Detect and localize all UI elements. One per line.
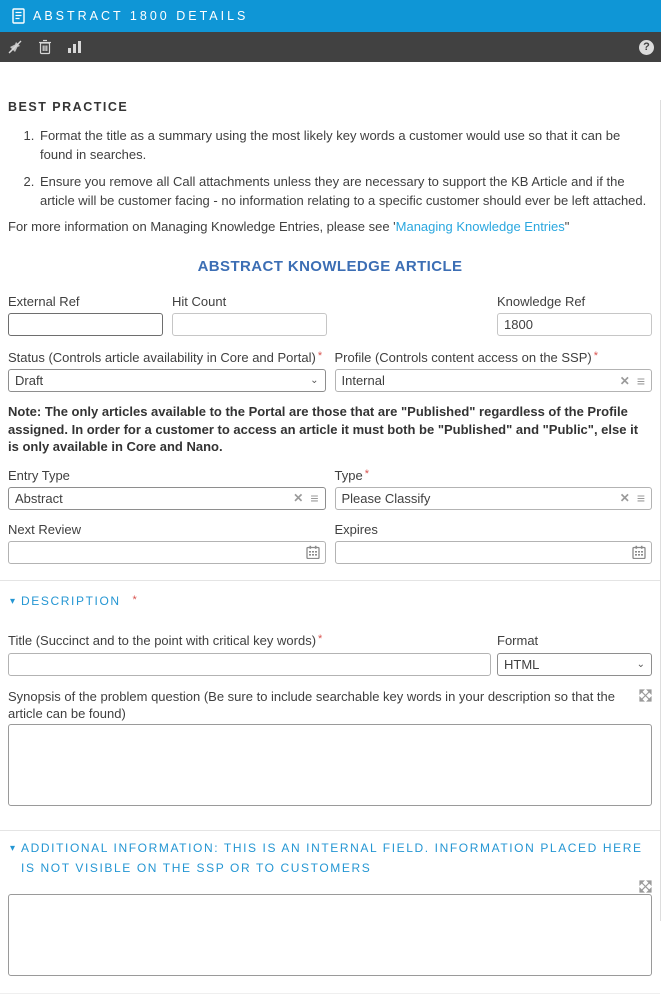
- profile-value: Internal: [341, 373, 385, 389]
- type-label: Type *: [334, 467, 369, 483]
- panel-titlebar: [0, 0, 661, 32]
- format-select[interactable]: [497, 653, 652, 676]
- required-mark: *: [364, 467, 369, 480]
- expires-input[interactable]: [335, 541, 653, 564]
- hit-count-input[interactable]: [172, 313, 327, 336]
- type-select[interactable]: [335, 487, 653, 510]
- portal-note: Note: The only articles available to the Portal are those that are "Published" regardless of the Profile assigned. In order for a customer to access an article it must both be "Published" and "Public", else it is only available in Core and Nano.: [8, 404, 639, 455]
- section-divider: [0, 830, 660, 831]
- next-review-label: Next Review: [8, 521, 81, 537]
- expand-icon[interactable]: [639, 689, 652, 702]
- best-practice-list: [38, 127, 652, 210]
- more-info-suffix: ": [564, 219, 570, 235]
- document-icon: [12, 8, 25, 24]
- format-value: HTML: [504, 656, 540, 672]
- required-mark: *: [593, 349, 599, 362]
- status-label: Status (Controls article availability in Core and Portal) *: [8, 349, 323, 365]
- status-select[interactable]: [8, 369, 326, 392]
- entry-type-select[interactable]: [8, 487, 326, 510]
- list-picker-icon[interactable]: ≡: [636, 372, 645, 389]
- required-mark: *: [132, 594, 139, 607]
- clear-icon[interactable]: ✕: [293, 491, 304, 506]
- entry-type-label: Entry Type: [8, 467, 70, 483]
- title-input[interactable]: [8, 653, 491, 676]
- article-heading: ABSTRACT KNOWLEDGE ARTICLE: [197, 257, 463, 275]
- required-mark: *: [317, 349, 323, 362]
- panel-title: ABSTRACT 1800 DETAILS: [33, 9, 249, 23]
- best-practice-heading: BEST PRACTICE: [8, 100, 129, 114]
- more-info-prefix: For more information on Managing Knowledge Entries, please see ': [8, 219, 396, 235]
- hit-count-label: Hit Count: [172, 293, 227, 309]
- additional-info-section-header[interactable]: [8, 839, 652, 877]
- synopsis-textarea[interactable]: [8, 724, 652, 806]
- list-picker-icon[interactable]: ≡: [636, 490, 645, 507]
- description-section-title: DESCRIPTION *: [21, 594, 139, 609]
- description-section-header[interactable]: [8, 592, 652, 611]
- chart-icon[interactable]: [67, 40, 82, 54]
- help-icon[interactable]: ?: [639, 40, 654, 55]
- expand-icon[interactable]: [639, 880, 652, 893]
- section-divider: [0, 580, 660, 581]
- status-value: Draft: [15, 373, 44, 389]
- chevron-down-icon: ⌄: [636, 658, 645, 670]
- collapse-triangle-icon[interactable]: ▾: [10, 843, 16, 855]
- calendar-icon[interactable]: [632, 545, 646, 559]
- profile-select[interactable]: [335, 369, 653, 392]
- toolbar: [0, 32, 661, 62]
- synopsis-label: Synopsis of the problem question (Be sure to include searchable key words in your description so that the article can be found): [8, 688, 616, 721]
- chevron-down-icon: ⌄: [310, 375, 319, 387]
- best-practice-item: 2. Ensure you remove all Call attachments unless they are necessary to support the KB Article and if the article will be customer facing - no information relating to a specific customer should ever be left attached.: [38, 173, 652, 211]
- knowledge-ref-label: Knowledge Ref: [497, 293, 586, 309]
- clear-icon[interactable]: ✕: [619, 373, 630, 388]
- managing-knowledge-entries-link[interactable]: Managing Knowledge Entries: [395, 219, 565, 235]
- knowledge-ref-input[interactable]: [497, 313, 652, 336]
- next-review-input[interactable]: [8, 541, 326, 564]
- external-ref-input[interactable]: [8, 313, 163, 336]
- best-practice-item: 1. Format the title as a summary using the most likely key words a customer would use so that it can be found in searches.: [38, 127, 652, 165]
- format-label: Format: [497, 633, 539, 649]
- more-info-line: [8, 218, 652, 236]
- delete-icon[interactable]: [38, 39, 52, 55]
- additional-info-section-title: ADDITIONAL INFORMATION: THIS IS AN INTERNAL FIELD. INFORMATION PLACED HERE IS NOT VISIBLE ON THE SSP OR TO CUSTOMERS: [21, 841, 643, 875]
- external-ref-label: External Ref: [8, 293, 80, 309]
- entry-type-value: Abstract: [15, 490, 63, 506]
- title-label: Title (Succinct and to the point with critical key words) *: [8, 633, 323, 649]
- calendar-icon[interactable]: [306, 545, 320, 559]
- details-form: [0, 100, 661, 921]
- collapse-triangle-icon[interactable]: ▾: [10, 596, 16, 608]
- expires-label: Expires: [334, 521, 378, 537]
- additional-info-textarea[interactable]: [8, 894, 652, 976]
- list-picker-icon[interactable]: ≡: [310, 490, 319, 507]
- profile-label: Profile (Controls content access on the SSP) *: [334, 349, 599, 365]
- required-mark: *: [318, 633, 323, 646]
- clear-icon[interactable]: ✕: [619, 491, 630, 506]
- type-value: Please Classify: [341, 490, 431, 506]
- unpin-icon[interactable]: [7, 39, 23, 55]
